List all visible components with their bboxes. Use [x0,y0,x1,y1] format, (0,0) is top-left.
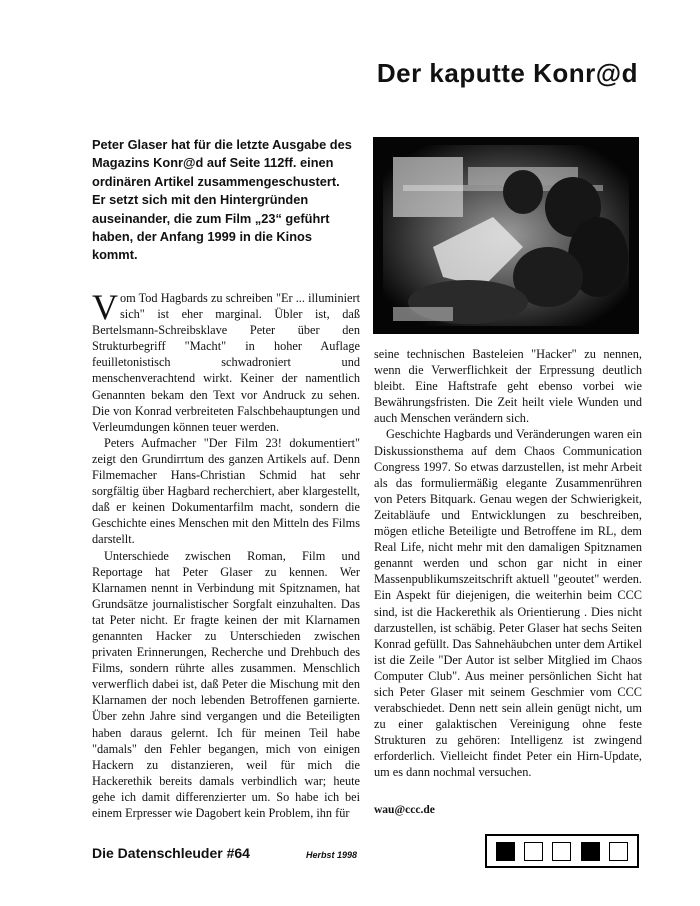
article-paragraph: Geschichte Hagbards und Veränderungen waren ein Diskussionsthema auf dem Chaos Communication Congress 1997. So etwas darzustellen, ist mehr Arbeit als das formuliermäßig elegante Zusammenrühren von Peters Bitquark. Genau wegen der Schwierigkeit, Zeitabläufe und Entwicklungen zu beschreiben, mögen etliche Beteiligte und Betroffene im RL, dem Real Life, nicht mehr mit den damaligen Spitznamen genannt werden und schon gar nicht in einer Massenpublikumszeitschrift aktuell "geoutet" werden. Ein Aspekt für diejenigen, die weiterhin beim CCC sind, ist die Hackerethik als Orientierung . Dies nicht darzustellen, ist schäbig. Peter Glaser hat sechs Seiten Konrad gefüllt. Das Sahnehäubchen unter dem Artikel ist die Zeile "Der Autor ist selber Mitglied im Chaos Computer Club". Aus meiner persönlichen Sicht hat sich Peter Glaser mit seinem Geschmier vom CCC verabschiedet. Denn nett sein allein genügt nicht, um zu einer galaktischen Vereinigung ohne feste Strukturen zu gehören: Intelligenz ist zwingend erforderlich. Vielleicht findet Peter ein Hirn-Update, um es dann nochmal versuchen. [374,427,642,780]
indicator-block [552,842,571,861]
indicator-block [609,842,628,861]
article-column-right [374,346,642,781]
film-still-image [373,137,639,334]
article-paragraph: seine technischen Basteleien "Hacker" zu nennen, wenn die Verwerflichkeit der Erpressung deutlich bleibt. Eine Haftstrafe geht ebenso vorbei wie Bewährungsfristen. Die Zeit heilt viele Wunden und auch Menschen verändern sich. [374,347,642,426]
indicator-block [581,842,600,861]
article-title: Der kaputte Konr@d [376,58,638,88]
author-email: wau@ccc.de [374,804,435,816]
intro-paragraph: Peter Glaser hat für die letzte Ausgabe des Magazins Konr@d auf Seite 112ff. einen ordinären Artikel zusammengeschustert. Er setzt sich mit den Hintergründen auseinander, die zum Film „23“ geführt haben, der Anfang 1999 in die Kinos kommt. [92,137,352,263]
indicator-block [496,842,515,861]
page-indicator-blocks [485,834,639,868]
issue-date: Herbst 1998 [306,850,358,860]
article-paragraph: Peters Aufmacher "Der Film 23! dokumentiert" zeigt den Grundirrtum des ganzen Artikels auf. Denn Filmemacher Hans-Christian Schmid hat sehr sorgfältig über Hagbard recherchiert, aber klargestellt, daß er keinen Dokumentarfilm macht, sondern die Geschichte eines Menschen mit den Mitteln des Films darstellt. [92,435,360,547]
article-column-left [92,287,360,821]
film-still-photo [373,137,639,334]
drop-cap: V [92,287,118,327]
magazine-name: Die Datenschleuder #64 [92,845,250,861]
article-paragraph: om Tod Hagbards zu schreiben "Er ... illuminiert sich" ist eher marginal. Übler ist, daß Bertelsmann-Schreibsklave Peter über den Strukturbegriff "Macht" in hoher Auflage feuilletonistisch schwadroniert und menschenverachtend wirkt. Keiner der namentlich Genannten bekam den Text vor Andruck zu sehen. Die von Konrad verbreiteten Falschbehauptungen und Verleumdungen können teuer werden. [92,291,360,434]
indicator-block [524,842,543,861]
article-paragraph: Unterschiede zwischen Roman, Film und Reportage hat Peter Glaser zu kennen. Wer Klarnamen nennt in Verbindung mit Spitznamen, hat Grundsätze journalistischer Sorgfalt einzuhalten. Das tat Peter nicht. Er fragte keinen der mit Klarnamen genannten Hacker zu Unterschieden zwischen privaten Erinnerungen, Recherche und Drehbuch des Films, sondern rührte alles zusammen. Menschlich verwerflich dabei ist, daß Peter die Mischung mit den Klarnamen der noch lebenden Betroffenen garnierte. Über zehn Jahre sind vergangen und die Beteiligten haben daraus gelernt. Ich für meinen Teil habe "damals" den Fehler begangen, mich von einigen Hackern zu distanzieren, weil für mich die Hackerethik bereits damals verbindlich war; heute gehe ich damit differenzierter um. So habe ich bei einem Erpresser wie Dagobert kein Problem, ihn für [92,548,360,820]
